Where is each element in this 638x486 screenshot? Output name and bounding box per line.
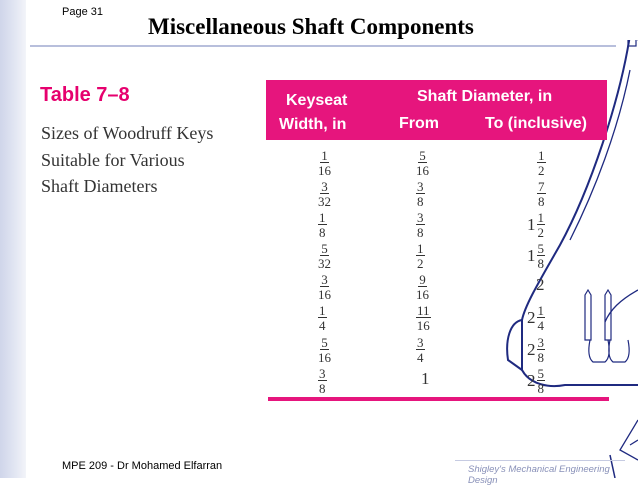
fraction: [318, 242, 331, 270]
numerator: 11: [417, 303, 430, 319]
header-to: To (inclusive): [485, 115, 587, 132]
numerator: 5: [537, 241, 544, 257]
to-mixed-number: [527, 336, 545, 364]
denominator: 2: [537, 225, 544, 241]
table-bottom-rule: [268, 397, 609, 401]
denominator: 16: [318, 349, 331, 365]
denominator: 8: [319, 225, 326, 241]
table-row: [266, 147, 607, 178]
denominator: 16: [318, 287, 331, 303]
denominator: 4: [319, 318, 326, 334]
denominator: 16: [416, 287, 429, 303]
fraction: [416, 149, 429, 177]
denominator: 4: [537, 318, 544, 334]
fraction: [537, 211, 546, 239]
fraction: [416, 180, 425, 208]
table-header: [266, 80, 607, 140]
fraction: [416, 336, 425, 364]
numerator: 3: [321, 179, 328, 195]
denominator: 32: [318, 256, 331, 272]
numerator: 1: [537, 303, 544, 319]
numerator: 1: [537, 210, 544, 226]
to-value: 2: [536, 275, 545, 295]
header-width: Width, in: [279, 116, 347, 133]
fraction: [537, 149, 546, 177]
table-row: [266, 302, 607, 333]
numerator: 3: [321, 272, 328, 288]
from-value: 1: [421, 368, 430, 388]
fraction: [416, 273, 429, 301]
to-mixed-number: [527, 211, 545, 239]
denominator: 16: [416, 318, 430, 334]
denominator: 4: [417, 349, 424, 365]
header-from: From: [399, 115, 439, 132]
whole-number: 2: [527, 339, 536, 359]
table-row: [266, 240, 607, 271]
table-row: [266, 178, 607, 209]
fraction: [318, 336, 331, 364]
footer-divider: [455, 460, 625, 461]
numerator: 5: [419, 148, 426, 163]
table-number: Table 7–8: [40, 84, 130, 106]
numerator: 1: [319, 210, 326, 226]
to-mixed-number: [527, 242, 545, 270]
denominator: 32: [318, 194, 331, 210]
fraction: [416, 304, 431, 332]
to-mixed-number: [527, 304, 545, 332]
caption-line: Shaft Diameters: [41, 176, 158, 196]
numerator: 5: [537, 365, 544, 381]
fraction: [537, 242, 546, 270]
denominator: 8: [417, 194, 424, 210]
table-row: [266, 365, 607, 396]
header-shaft-diameter: Shaft Diameter, in: [417, 88, 553, 105]
whole-number: 1: [527, 215, 536, 235]
fraction: [318, 180, 331, 208]
numerator: 5: [321, 334, 328, 350]
numerator: 1: [417, 241, 424, 257]
table-row: [266, 271, 607, 302]
table-caption: [41, 120, 256, 200]
fraction: [416, 242, 425, 270]
numerator: 5: [321, 241, 328, 257]
footer-book-title: Shigley's Mechanical Engineering Design: [468, 464, 610, 486]
denominator: 8: [537, 349, 544, 365]
numerator: 3: [417, 334, 424, 350]
fraction: [318, 211, 327, 239]
header-keyseat: Keyseat: [286, 92, 348, 109]
table-body: [266, 147, 607, 396]
numerator: 1: [538, 148, 545, 163]
denominator: 8: [537, 256, 544, 272]
left-sidebar-bar: [0, 0, 26, 478]
fraction: [537, 367, 546, 395]
numerator: 1: [319, 303, 326, 319]
fraction: [318, 304, 327, 332]
to-mixed-number: [527, 367, 545, 395]
fraction: [537, 180, 546, 208]
denominator: 16: [318, 163, 331, 178]
caption-line: Sizes of Woodruff Keys: [41, 123, 214, 143]
table-row: [266, 334, 607, 365]
whole-number: 1: [527, 246, 536, 266]
whole-number: 2: [527, 370, 536, 390]
fraction: [537, 304, 546, 332]
denominator: 16: [416, 163, 429, 178]
numerator: 3: [417, 210, 424, 226]
slide-title: Miscellaneous Shaft Components: [148, 14, 474, 39]
footer-course: MPE 209 - Dr Mohamed Elfarran: [62, 460, 223, 472]
denominator: 2: [417, 256, 424, 272]
numerator: 3: [417, 179, 424, 195]
numerator: 9: [419, 272, 426, 288]
fraction: [416, 211, 425, 239]
denominator: 8: [417, 225, 424, 241]
denominator: 8: [538, 194, 545, 210]
denominator: 8: [319, 380, 326, 396]
table-row: [266, 209, 607, 240]
fraction: [537, 336, 546, 364]
fraction: [318, 273, 331, 301]
fraction: [318, 367, 327, 395]
numerator: 3: [319, 365, 326, 381]
whole-number: 2: [527, 308, 536, 328]
fraction: [318, 149, 331, 177]
denominator: 8: [537, 380, 544, 396]
denominator: 2: [538, 163, 545, 178]
caption-line: Suitable for Various: [41, 149, 185, 170]
numerator: 3: [537, 334, 544, 350]
numerator: 1: [321, 148, 328, 163]
page-number: Page 31: [62, 6, 103, 18]
numerator: 7: [538, 179, 545, 195]
